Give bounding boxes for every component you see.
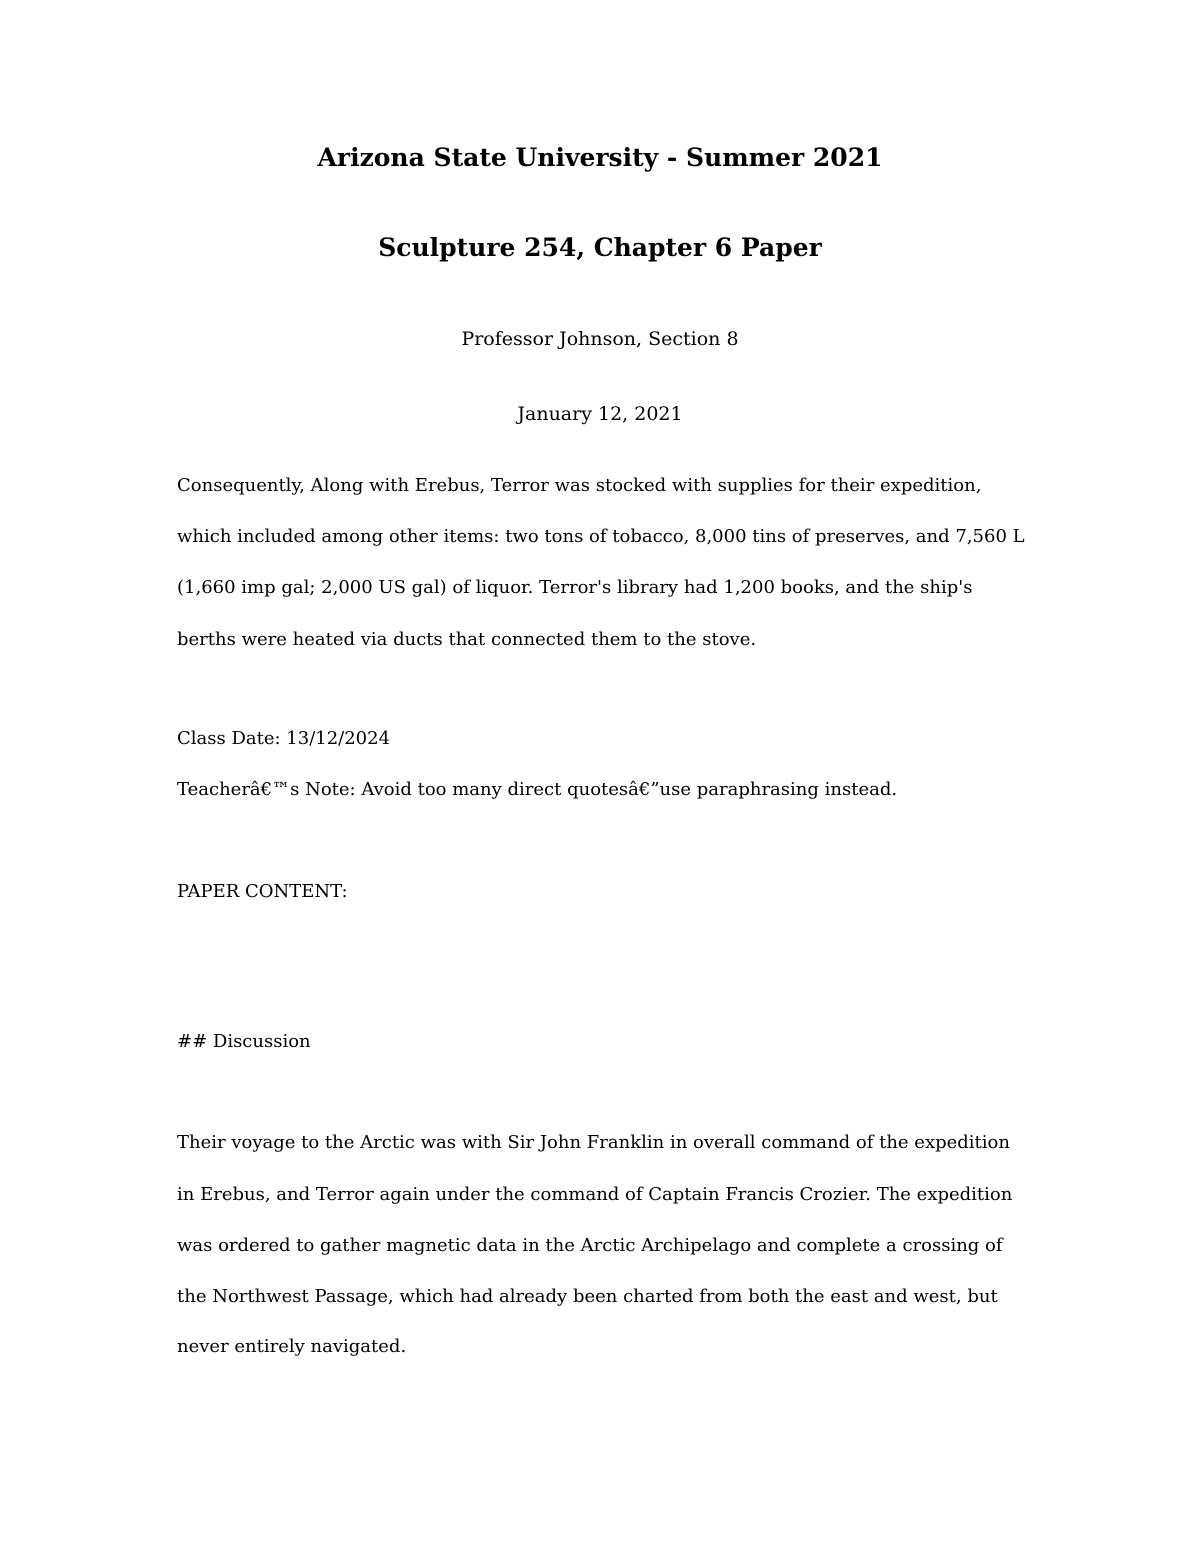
discussion-paragraph-line: in Erebus, and Terror again under the command of Captain Francis Crozier. The expedition	[177, 1184, 1013, 1205]
discussion-paragraph-line: Their voyage to the Arctic was with Sir John Franklin in overall command of the expedition	[177, 1132, 1010, 1153]
paper-title: Sculpture 254, Chapter 6 Paper	[378, 233, 822, 262]
intro-paragraph-line: which included among other items: two tons of tobacco, 8,000 tins of preserves, and 7,560 L	[177, 526, 1025, 547]
professor-section: Professor Johnson, Section 8	[461, 328, 739, 350]
intro-paragraph-line: berths were heated via ducts that connected them to the stove.	[177, 629, 757, 650]
intro-paragraph-line: Consequently, Along with Erebus, Terror was stocked with supplies for their expedition,	[177, 475, 982, 496]
teacher-note: Teacherâ€™s Note: Avoid too many direct quotesâ€”use paraphrasing instead.	[177, 779, 898, 800]
university-term-title: Arizona State University - Summer 2021	[317, 143, 883, 172]
class-date: Class Date: 13/12/2024	[177, 728, 391, 749]
paper-date: January 12, 2021	[517, 403, 683, 425]
discussion-paragraph-line: never entirely navigated.	[177, 1336, 407, 1357]
intro-paragraph-line: (1,660 imp gal; 2,000 US gal) of liquor. Terror's library had 1,200 books, and the ship's	[177, 577, 973, 598]
discussion-heading: ## Discussion	[177, 1031, 311, 1052]
paper-content-label: PAPER CONTENT:	[177, 881, 348, 902]
discussion-paragraph-line: was ordered to gather magnetic data in the Arctic Archipelago and complete a crossing of	[177, 1235, 1003, 1256]
discussion-paragraph-line: the Northwest Passage, which had already been charted from both the east and west, but	[177, 1286, 998, 1307]
